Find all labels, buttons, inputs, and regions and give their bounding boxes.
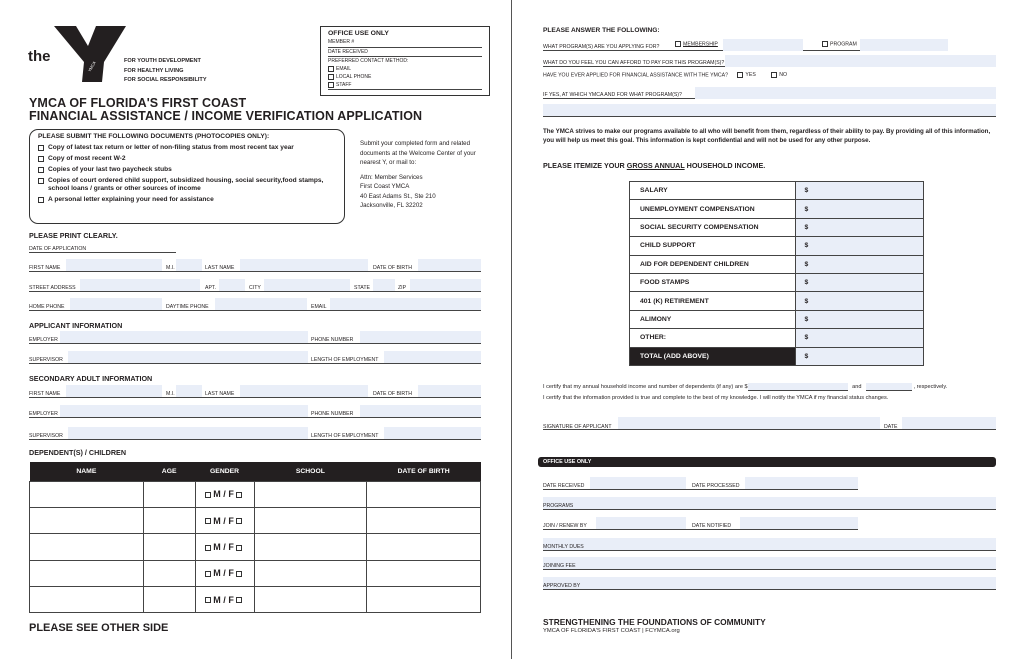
- dependent-name-cell[interactable]: [30, 507, 144, 533]
- income-label: OTHER:: [630, 329, 796, 347]
- checkbox-icon[interactable]: [205, 545, 211, 551]
- daytime-phone-input[interactable]: [215, 298, 307, 310]
- apt-input[interactable]: [219, 279, 245, 291]
- member-number-field[interactable]: MEMBER #: [328, 38, 482, 48]
- see-other-side: PLEASE SEE OTHER SIDE: [29, 622, 169, 634]
- first-name-label: FIRST NAME: [29, 391, 61, 397]
- tagline-youth: FOR YOUTH DEVELOPMENT: [124, 58, 201, 64]
- itemize-heading: PLEASE ITEMIZE YOUR GROSS ANNUAL HOUSEHOLD INCOME.: [543, 161, 766, 170]
- secondary-phone-input[interactable]: [360, 405, 481, 417]
- date-notified-label: DATE NOTIFIED: [692, 523, 732, 529]
- dependent-dob-cell[interactable]: [367, 560, 481, 586]
- last-name-input[interactable]: [240, 259, 368, 271]
- checkbox-icon[interactable]: [38, 167, 44, 173]
- dob-label: DATE OF BIRTH: [373, 265, 413, 271]
- dependent-name-cell[interactable]: [30, 481, 144, 507]
- ymca-logo: [28, 24, 108, 84]
- dob-label: DATE OF BIRTH: [373, 391, 413, 397]
- checkbox-icon[interactable]: [205, 518, 211, 524]
- table-row: [30, 560, 481, 586]
- total-label: TOTAL (ADD ABOVE): [630, 347, 796, 365]
- col-header-name: NAME: [30, 462, 144, 481]
- income-label: AID FOR DEPENDENT CHILDREN: [630, 255, 796, 273]
- table-row: [30, 507, 481, 533]
- checkbox-icon[interactable]: [38, 156, 44, 162]
- membership-option[interactable]: MEMBERSHIP: [675, 41, 718, 47]
- approved-by-input[interactable]: [543, 577, 996, 590]
- gender-cell: M / F: [195, 481, 254, 507]
- contact-phone-option[interactable]: LOCAL PHONE: [328, 73, 482, 81]
- gender-cell: M / F: [195, 507, 254, 533]
- phone-number-label: PHONE NUMBER: [311, 337, 354, 343]
- state-label: STATE: [354, 285, 370, 291]
- yes-option[interactable]: YES: [737, 72, 755, 78]
- joining-fee-input[interactable]: [543, 557, 996, 570]
- phone-number-label: PHONE NUMBER: [311, 411, 354, 417]
- doc-item-court: Copies of court ordered child support, subsidized housing, social security,food stamps, school loans / grants or other sources of income: [38, 177, 336, 193]
- dependent-age-cell[interactable]: [143, 587, 195, 613]
- contact-method-label: PREFERRED CONTACT METHOD:: [328, 58, 409, 65]
- zip-label: ZIP: [398, 285, 407, 291]
- checkbox-icon[interactable]: [205, 597, 211, 603]
- date-notified-input[interactable]: [740, 517, 858, 529]
- form-title-main: FINANCIAL ASSISTANCE / INCOME VERIFICATION APPLICATION: [29, 109, 423, 123]
- office-use-box: [320, 26, 490, 96]
- gender-cell: M / F: [195, 587, 254, 613]
- applied-question-label: HAVE YOU EVER APPLIED FOR FINANCIAL ASSISTANCE WITH THE YMCA?: [543, 72, 728, 79]
- dependent-name-cell[interactable]: [30, 587, 144, 613]
- income-value-input[interactable]: $: [795, 200, 923, 218]
- date-received-field[interactable]: DATE RECEIVED: [328, 48, 482, 58]
- signature-label: SIGNATURE OF APPLICANT: [543, 424, 612, 430]
- documents-heading: PLEASE SUBMIT THE FOLLOWING DOCUMENTS (PHOTOCOPIES ONLY):: [38, 133, 270, 140]
- date-processed-label: DATE PROCESSED: [692, 483, 740, 489]
- signature-input[interactable]: [618, 417, 880, 429]
- footer-subtitle: YMCA OF FLORIDA'S FIRST COAST | FCYMCA.org: [543, 628, 680, 634]
- checkbox-icon[interactable]: [205, 492, 211, 498]
- secondary-adult-heading: SECONDARY ADULT INFORMATION: [29, 374, 153, 383]
- office-use-title: OFFICE USE ONLY: [328, 30, 389, 37]
- dependent-school-cell[interactable]: [254, 560, 367, 586]
- income-table: [629, 181, 924, 366]
- secondary-dob-input[interactable]: [418, 385, 481, 397]
- dependent-school-cell[interactable]: [254, 507, 367, 533]
- address-line: 40 East Adams St., Ste 210: [360, 192, 436, 200]
- income-value-input[interactable]: $: [795, 218, 923, 236]
- date-label: DATE: [884, 424, 898, 430]
- income-value-input[interactable]: $: [795, 310, 923, 328]
- footer-title: STRENGTHENING THE FOUNDATIONS OF COMMUNITY: [543, 617, 766, 627]
- mission-statement: The YMCA strives to make our programs available to all who will benefit from them, regardless of their ability to pay. By providing all of this information, you will help us meet this goal. This information is kept confidential and will not be used for any other purpose.: [543, 128, 991, 144]
- office-date-received-input[interactable]: [590, 477, 686, 489]
- checkbox-icon[interactable]: [236, 492, 242, 498]
- afford-question-label: WHAT DO YOU FEEL YOU CAN AFFORD TO PAY FOR THIS PROGRAM(S)?: [543, 60, 725, 66]
- join-renew-input[interactable]: [596, 517, 686, 529]
- date-of-application-label: DATE OF APPLICATION: [29, 246, 87, 252]
- income-label: UNEMPLOYMENT COMPENSATION: [630, 200, 796, 218]
- office-use-bar: OFFICE USE ONLY: [538, 457, 996, 467]
- programs-input[interactable]: [543, 497, 996, 510]
- income-label: 401 (K) RETIREMENT: [630, 292, 796, 310]
- checkbox-icon[interactable]: [205, 571, 211, 577]
- secondary-first-name-input[interactable]: [66, 385, 162, 397]
- secondary-length-input[interactable]: [384, 427, 481, 439]
- daytime-phone-label: DAYTIME PHONE: [166, 304, 209, 310]
- income-value-input[interactable]: $: [795, 329, 923, 347]
- checkbox-icon[interactable]: [737, 72, 743, 78]
- mi-input[interactable]: [176, 259, 202, 271]
- address-line: Attn: Member Services: [360, 173, 423, 181]
- checkbox-icon[interactable]: [236, 545, 242, 551]
- income-value-input[interactable]: $: [795, 237, 923, 255]
- form-title-org: YMCA OF FLORIDA'S FIRST COAST: [29, 96, 247, 110]
- page-divider: [511, 0, 512, 659]
- secondary-last-name-input[interactable]: [240, 385, 368, 397]
- dependent-school-cell[interactable]: [254, 481, 367, 507]
- checkbox-icon[interactable]: [675, 41, 681, 47]
- tagline-health: FOR HEALTHY LIVING: [124, 67, 184, 74]
- employer-input[interactable]: [60, 331, 308, 343]
- street-label: STREET ADDRESS: [29, 285, 76, 291]
- applied-question-row: [543, 72, 787, 78]
- apt-label: APT.: [205, 285, 216, 291]
- print-clearly-heading: PLEASE PRINT CLEARLY.: [29, 231, 118, 240]
- submit-text: Submit your completed form and related documents at the Welcome Center of your nearest Y, or mail to:: [360, 140, 476, 166]
- office-date-received-label: DATE RECEIVED: [543, 483, 585, 489]
- address-line: Jacksonville, FL 32202: [360, 202, 423, 209]
- first-name-input[interactable]: [66, 259, 162, 271]
- afford-input[interactable]: [725, 55, 996, 67]
- checkbox-icon[interactable]: [236, 571, 242, 577]
- email-label: EMAIL: [311, 304, 327, 310]
- table-row: [30, 587, 481, 613]
- checkbox-icon[interactable]: [38, 145, 44, 151]
- dependent-dob-cell[interactable]: [367, 481, 481, 507]
- ymca-y-icon: [52, 24, 128, 84]
- taglines: [124, 57, 207, 86]
- col-header-school: SCHOOL: [254, 462, 367, 481]
- program-question-label: WHAT PROGRAM(S) ARE YOU APPLYING FOR?: [543, 44, 660, 50]
- table-row: [630, 273, 924, 291]
- income-label: FOOD STAMPS: [630, 273, 796, 291]
- dependent-name-cell[interactable]: [30, 534, 144, 560]
- checkbox-icon[interactable]: [328, 66, 334, 72]
- membership-input[interactable]: [723, 39, 803, 51]
- gender-cell: M / F: [195, 560, 254, 586]
- income-label: ALIMONY: [630, 310, 796, 328]
- checkbox-icon[interactable]: [236, 518, 242, 524]
- dependent-age-cell[interactable]: [143, 507, 195, 533]
- length-employment-label: LENGTH OF EMPLOYMENT: [311, 433, 379, 439]
- length-employment-input[interactable]: [384, 351, 481, 363]
- dependents-header-row: [30, 462, 481, 481]
- last-name-label: LAST NAME: [205, 265, 235, 271]
- supervisor-label: SUPERVISOR: [29, 357, 63, 363]
- dependents-heading: DEPENDENT(S) / CHILDREN: [29, 448, 127, 457]
- submit-instructions: [360, 139, 480, 211]
- city-label: CITY: [249, 285, 261, 291]
- state-input[interactable]: [373, 279, 395, 291]
- secondary-supervisor-input[interactable]: [68, 427, 308, 439]
- dependents-count-input[interactable]: [866, 383, 912, 391]
- dependents-table: [29, 462, 481, 613]
- dependent-dob-cell[interactable]: [367, 587, 481, 613]
- income-amount-input[interactable]: [748, 383, 848, 391]
- checkbox-icon[interactable]: [328, 74, 334, 80]
- employer-phone-input[interactable]: [360, 331, 481, 343]
- programs-label: PROGRAMS: [543, 503, 574, 509]
- checkbox-icon[interactable]: [38, 197, 44, 203]
- dependent-school-cell[interactable]: [254, 587, 367, 613]
- zip-input[interactable]: [410, 279, 481, 291]
- dependent-name-cell[interactable]: [30, 560, 144, 586]
- income-label: SOCIAL SECURITY COMPENSATION: [630, 218, 796, 236]
- no-option[interactable]: NO: [771, 72, 787, 78]
- required-documents-box: [29, 129, 345, 224]
- length-employment-label: LENGTH OF EMPLOYMENT: [311, 357, 379, 363]
- street-input[interactable]: [80, 279, 200, 291]
- dependent-dob-cell[interactable]: [367, 507, 481, 533]
- dependent-age-cell[interactable]: [143, 534, 195, 560]
- city-input[interactable]: [264, 279, 350, 291]
- income-value-input[interactable]: $: [795, 273, 923, 291]
- secondary-mi-input[interactable]: [176, 385, 202, 397]
- col-header-age: AGE: [143, 462, 195, 481]
- home-phone-label: HOME PHONE: [29, 304, 65, 310]
- table-row: [630, 218, 924, 236]
- signature-date-input[interactable]: [902, 417, 996, 429]
- contact-email-option[interactable]: EMAIL: [328, 65, 482, 73]
- joining-fee-label: JOINING FEE: [543, 563, 576, 569]
- home-phone-input[interactable]: [70, 298, 162, 310]
- which-ymca-label: IF YES, AT WHICH YMCA AND FOR WHAT PROGRAM(S)?: [543, 92, 682, 98]
- col-header-gender: GENDER: [195, 462, 254, 481]
- income-value-input[interactable]: $: [795, 255, 923, 273]
- logo-ymca-text: YMCA: [86, 60, 97, 73]
- checkbox-icon[interactable]: [236, 597, 242, 603]
- checkbox-icon[interactable]: [822, 41, 828, 47]
- program-input[interactable]: [860, 39, 948, 51]
- which-ymca-input[interactable]: [695, 87, 996, 99]
- table-row: [30, 481, 481, 507]
- mi-label: M.I.: [166, 391, 175, 397]
- checkbox-icon[interactable]: [328, 82, 334, 88]
- monthly-dues-label: MONTHLY DUES: [543, 544, 584, 550]
- employer-label: EMPLOYER: [29, 411, 58, 417]
- monthly-dues-input[interactable]: [543, 538, 996, 551]
- dependent-age-cell[interactable]: [143, 560, 195, 586]
- answer-heading: PLEASE ANSWER THE FOLLOWING:: [543, 27, 660, 34]
- contact-staff-option[interactable]: STAFF: [328, 81, 482, 90]
- table-row: [630, 237, 924, 255]
- table-row: [630, 310, 924, 328]
- dependent-dob-cell[interactable]: [367, 534, 481, 560]
- gender-cell: M / F: [195, 534, 254, 560]
- income-value-input[interactable]: $: [795, 292, 923, 310]
- income-value-input[interactable]: $: [795, 182, 923, 200]
- dependent-school-cell[interactable]: [254, 534, 367, 560]
- employer-label: EMPLOYER: [29, 337, 58, 343]
- supervisor-input[interactable]: [68, 351, 308, 363]
- logo-the-text: the: [28, 48, 51, 65]
- tagline-social: FOR SOCIAL RESPONSIBILITY: [124, 77, 207, 83]
- address-line: First Coast YMCA: [360, 183, 410, 190]
- first-name-label: FIRST NAME: [29, 265, 61, 271]
- certify-income-line: I certify that my annual household income and number of dependents (if any) are $ and , respectively.: [543, 384, 948, 390]
- checkbox-icon[interactable]: [771, 72, 777, 78]
- dob-input[interactable]: [418, 259, 481, 271]
- mi-label: M.I.: [166, 265, 175, 271]
- secondary-employer-input[interactable]: [60, 405, 308, 417]
- table-row: [30, 534, 481, 560]
- applicant-info-heading: APPLICANT INFORMATION: [29, 321, 123, 330]
- certify-truth-line: I certify that the information provided is true and complete to the best of my knowledge. I will notify the YMCA if my financial status changes.: [543, 395, 889, 401]
- income-label: SALARY: [630, 182, 796, 200]
- email-input[interactable]: [330, 298, 481, 310]
- doc-item-tax: Copy of latest tax return or letter of non-filing status from most recent tax year: [38, 144, 336, 152]
- total-value-input[interactable]: $: [795, 347, 923, 365]
- last-name-label: LAST NAME: [205, 391, 235, 397]
- doc-item-letter: A personal letter explaining your need for assistance: [38, 196, 336, 204]
- income-label: CHILD SUPPORT: [630, 237, 796, 255]
- dependent-age-cell[interactable]: [143, 481, 195, 507]
- table-row: [630, 292, 924, 310]
- doc-item-paystubs: Copies of your last two paycheck stubs: [38, 166, 336, 174]
- col-header-dob: DATE OF BIRTH: [367, 462, 481, 481]
- program-option[interactable]: PROGRAM: [822, 41, 857, 47]
- table-row: [630, 255, 924, 273]
- approved-by-label: APPROVED BY: [543, 583, 581, 589]
- checkbox-icon[interactable]: [38, 178, 44, 184]
- table-row: [630, 329, 924, 347]
- date-processed-input[interactable]: [745, 477, 858, 489]
- which-ymca-input-2[interactable]: [543, 104, 996, 117]
- table-row: [630, 200, 924, 218]
- join-renew-label: JOIN / RENEW BY: [543, 523, 587, 529]
- supervisor-label: SUPERVISOR: [29, 433, 63, 439]
- doc-item-w2: Copy of most recent W-2: [38, 155, 336, 163]
- table-row: [630, 182, 924, 200]
- total-row: [630, 347, 924, 365]
